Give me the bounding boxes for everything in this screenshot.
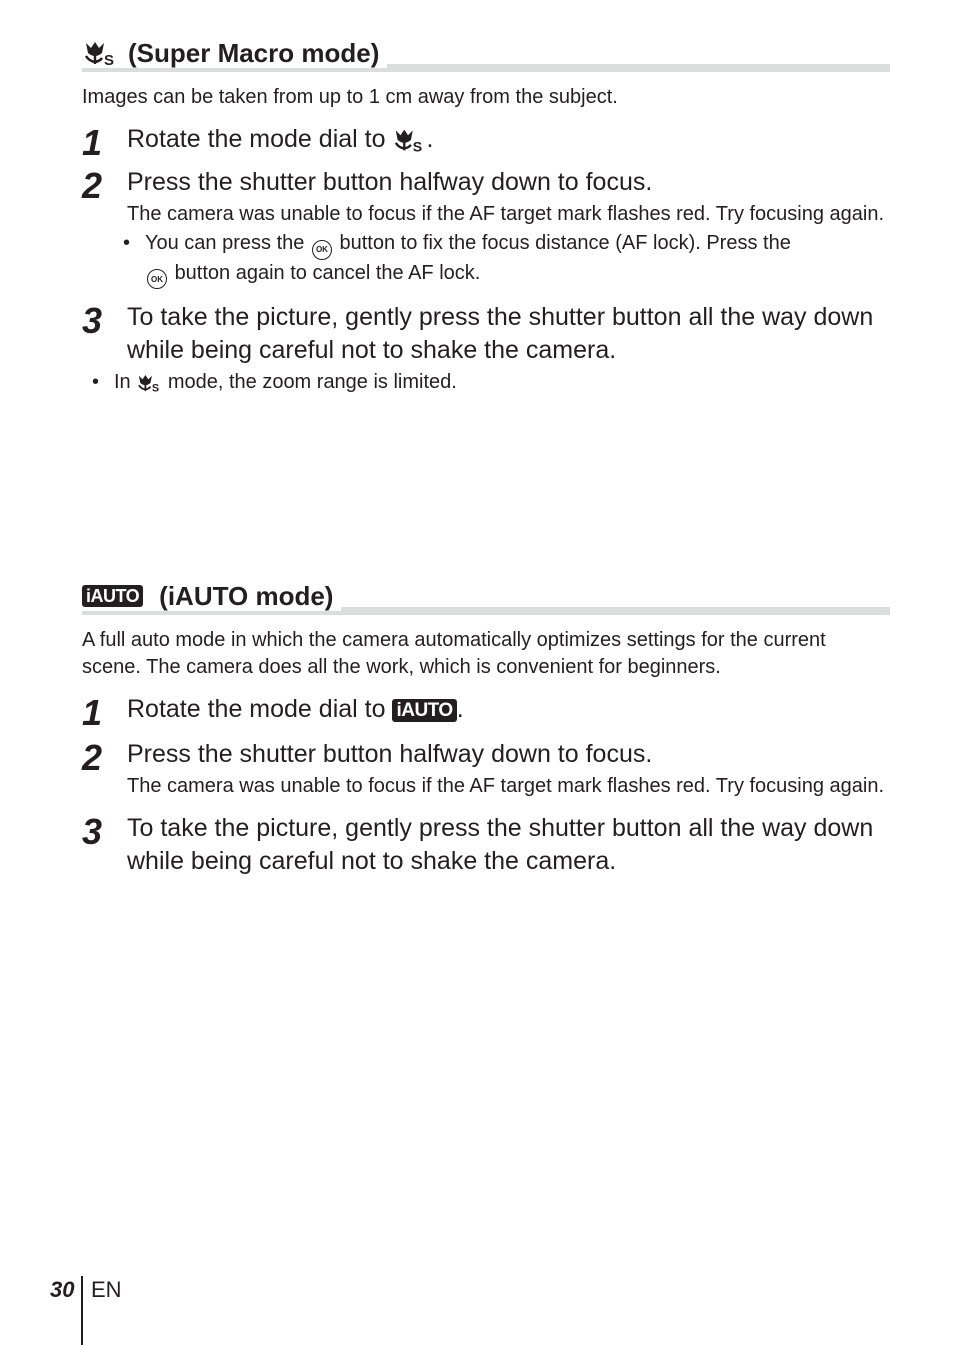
step-text: Press the shutter button halfway down to focus. bbox=[127, 740, 653, 768]
section-title-text: (Super Macro mode) bbox=[128, 38, 380, 68]
super-macro-icon bbox=[136, 372, 162, 394]
step-number: 3 bbox=[82, 811, 103, 852]
step-text: Press the shutter button halfway down to focus. bbox=[127, 168, 653, 196]
step-text: To take the picture, gently press the shutter button all the way down while being careful not to shake the camera. bbox=[127, 814, 874, 875]
step-number: 1 bbox=[82, 692, 103, 733]
section-title bbox=[82, 38, 387, 68]
iauto-icon: iAUTO bbox=[392, 699, 456, 722]
super-macro-icon bbox=[82, 40, 118, 66]
ok-button-icon: OK bbox=[312, 240, 332, 260]
step-note: The camera was unable to focus if the AF target mark flashes red. Try focusing again. bbox=[127, 775, 885, 797]
footer-divider bbox=[81, 1276, 83, 1345]
step-2 bbox=[82, 738, 890, 800]
super-macro-section bbox=[82, 38, 890, 396]
page-number: 30 bbox=[50, 1277, 75, 1302]
step-number: 1 bbox=[82, 122, 103, 163]
ok-lock-bullet: • You can press the OK button to fix the focus distance (AF lock). Press the OK button again to cancel the AF lock. bbox=[113, 230, 890, 289]
step-number: 2 bbox=[82, 165, 103, 206]
step-text: To take the picture, gently press the shutter button all the way down while being careful not to shake the camera. bbox=[127, 303, 874, 364]
step-1 bbox=[82, 692, 890, 733]
step-3 bbox=[82, 812, 890, 878]
step-3 bbox=[82, 301, 890, 367]
section-heading bbox=[82, 38, 890, 72]
section-title-text: (iAUTO mode) bbox=[159, 581, 334, 611]
iauto-icon: iAUTO bbox=[82, 585, 143, 607]
iauto-section bbox=[82, 581, 890, 878]
step-1 bbox=[82, 122, 890, 163]
section-intro: Images can be taken from up to 1 cm away from the subject. bbox=[82, 86, 618, 108]
step-text: Rotate the mode dial to iAUTO . bbox=[127, 695, 464, 723]
step-number: 2 bbox=[82, 737, 103, 778]
section-title bbox=[82, 581, 341, 611]
svg-text:S: S bbox=[104, 52, 115, 66]
svg-text:S: S bbox=[413, 139, 423, 154]
language-code: EN bbox=[91, 1277, 122, 1302]
svg-text:S: S bbox=[152, 382, 160, 394]
zoom-limit-bullet: • In S mode, the zoom range is limited. bbox=[82, 369, 890, 396]
step-text: Rotate the mode dial to S . bbox=[127, 123, 890, 156]
super-macro-icon bbox=[392, 127, 426, 153]
ok-button-icon: OK bbox=[147, 269, 167, 289]
step-2 bbox=[82, 166, 890, 289]
section-intro: A full auto mode in which the camera automatically optimizes settings for the current scene. The camera does all the work, which is convenient for beginners. bbox=[82, 629, 826, 678]
step-number: 3 bbox=[82, 300, 103, 341]
section-heading bbox=[82, 581, 890, 615]
step-note: The camera was unable to focus if the AF target mark flashes red. Try focusing again. bbox=[127, 203, 885, 225]
